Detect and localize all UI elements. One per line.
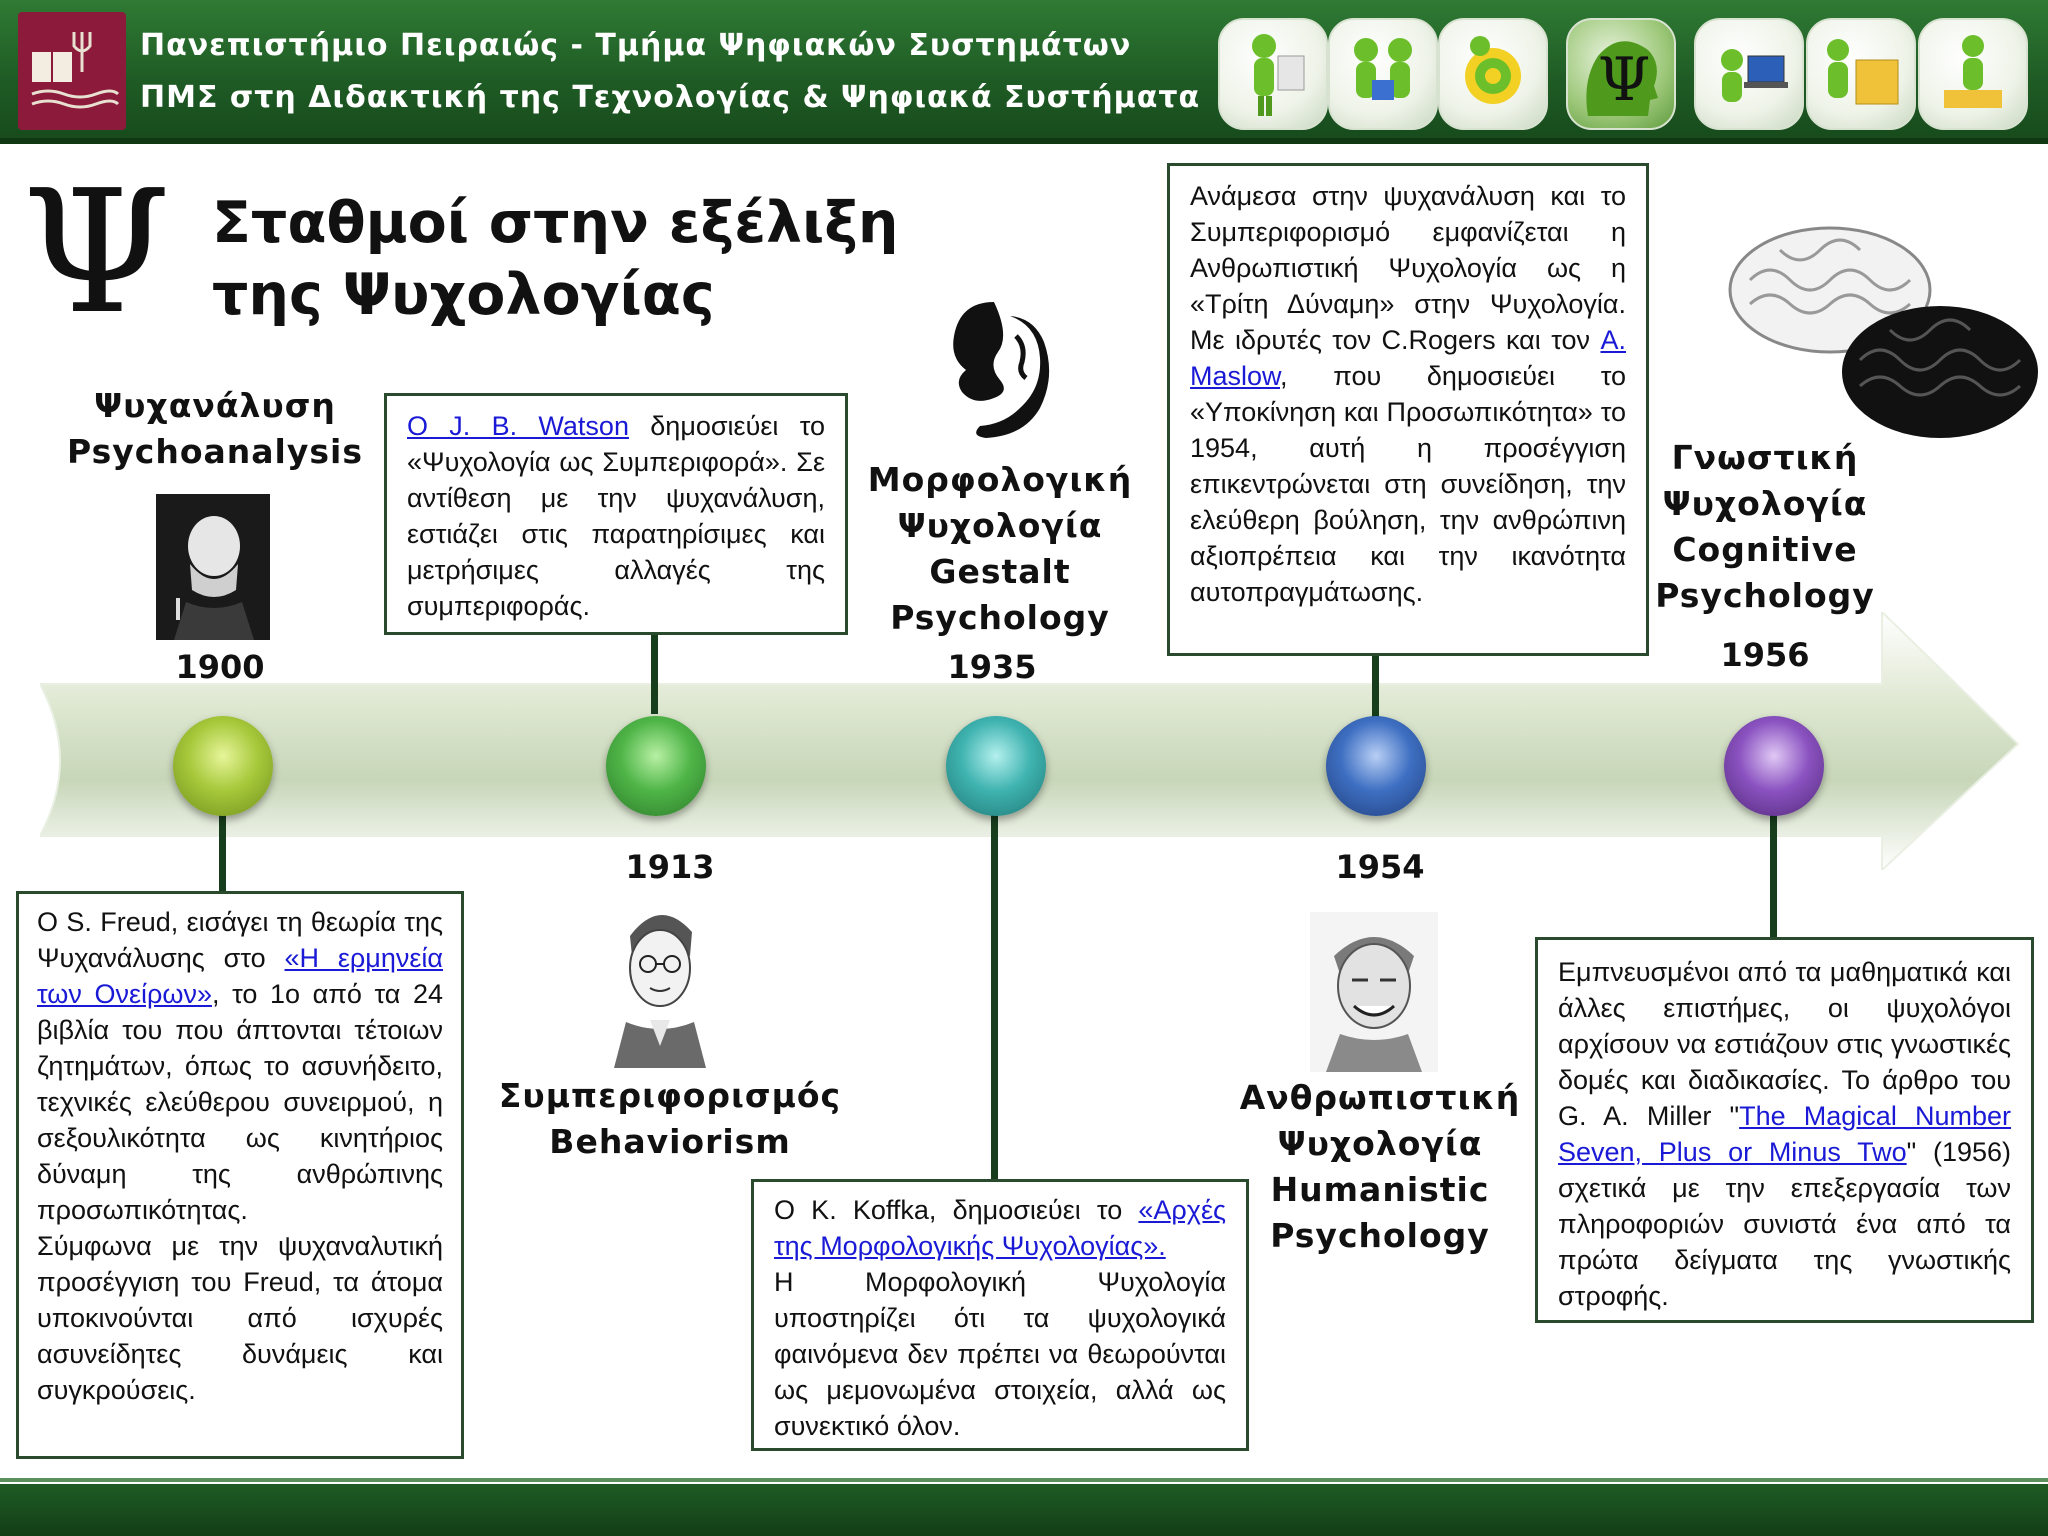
label-cognitive-english-1: Cognitive bbox=[1672, 530, 1858, 569]
stem-1954 bbox=[1372, 655, 1379, 717]
figure-folder-icon bbox=[1806, 18, 1916, 130]
maslow-link[interactable]: A. Maslow bbox=[1190, 325, 1626, 391]
stem-1935 bbox=[991, 810, 998, 1182]
label-gestalt-greek-1: Μορφολογική bbox=[867, 460, 1133, 499]
year-1935: 1935 bbox=[947, 648, 1037, 686]
figures-talking-icon bbox=[1328, 18, 1438, 130]
behaviorism-description bbox=[384, 393, 848, 635]
stem-1956 bbox=[1770, 810, 1777, 940]
psi-head-icon bbox=[1566, 18, 1676, 130]
rogers-portrait bbox=[1310, 912, 1438, 1072]
header-title-line1: Πανεπιστήμιο Πειραιώς - Τμήμα Ψηφιακών Συστημάτων bbox=[140, 28, 1132, 63]
label-cognitive-english-2: Psychology bbox=[1655, 576, 1875, 615]
gestalt-principles-link[interactable]: «Αρχές της Μορφολογικής Ψυχολογίας». bbox=[774, 1195, 1226, 1261]
label-cognitive-greek-1: Γνωστική bbox=[1671, 438, 1859, 477]
watson-portrait bbox=[600, 896, 720, 1068]
header-divider bbox=[0, 138, 2048, 144]
watson-link[interactable]: Ο J. B. Watson bbox=[407, 411, 629, 441]
cognitive-text-b: " (1956) σχετικά με την επεξεργασία των πληροφοριών συνιστά ένα από τα πρώτα δείγματα της γνωστικής στροφής. bbox=[1558, 1137, 2011, 1311]
year-1954: 1954 bbox=[1335, 848, 1425, 886]
miller-article-link[interactable]: The Magical Number Seven, Plus or Minus Two bbox=[1558, 1101, 2012, 1167]
label-psychoanalysis-greek: Ψυχανάλυση bbox=[94, 386, 336, 425]
brains-icon bbox=[1720, 220, 2040, 450]
label-behaviorism-greek: Συμπεριφορισμός bbox=[498, 1076, 842, 1115]
page-title-line1: Σταθμοί στην εξέλιξη bbox=[212, 190, 899, 256]
label-humanistic-english-2: Psychology bbox=[1270, 1216, 1490, 1255]
figure-puzzle-icon bbox=[1918, 18, 2028, 130]
humanistic-text-a: Ανάμεσα στην ψυχανάλυση και το Συμπεριφορισμό εμφανίζεται η Ανθρωπιστική Ψυχολογία ως η «Τρίτη Δύναμη» στην Ψυχολογία. Με ιδρυτές τον C.Rogers και τον bbox=[1190, 181, 1626, 355]
label-behaviorism-english: Behaviorism bbox=[549, 1122, 791, 1161]
psychoanalysis-text-c: Σύμφωνα με την ψυχαναλυτική προσέγγιση του Freud, τα άτομα υποκινούνται από ισχυρές ασυνείδητες δυνάμεις και συγκρούσεις. bbox=[37, 1231, 443, 1405]
year-1913: 1913 bbox=[625, 848, 715, 886]
gestalt-faces-icon bbox=[940, 296, 1056, 440]
psi-symbol: Ψ bbox=[22, 154, 172, 352]
timeline-node-1954 bbox=[1326, 716, 1426, 816]
cognitive-text-a: Εμπνευσμένοι από τα μαθηματικά και άλλες επιστήμες, οι ψυχολόγοι αρχίσουν να εστιάζουν στις γνωστικές δομές και διαδικασίες. Το άρθρο του G. A. Miller " bbox=[1558, 957, 2011, 1131]
gestalt-description bbox=[751, 1179, 1249, 1451]
year-1956: 1956 bbox=[1720, 636, 1810, 674]
label-humanistic-greek-1: Ανθρωπιστική bbox=[1239, 1078, 1521, 1117]
behaviorism-text: δημοσιεύει το «Ψυχολογία ως Συμπεριφορά». Σε αντίθεση με την ψυχανάλυση, εστιάζει στις παρατηρίσιμες και μετρήσιμες αλλαγές της συμπεριφοράς. bbox=[407, 411, 825, 621]
figure-target-icon bbox=[1438, 18, 1548, 130]
label-psychoanalysis-english: Psychoanalysis bbox=[67, 432, 363, 471]
year-1900: 1900 bbox=[175, 648, 265, 686]
cognitive-description bbox=[1535, 937, 2034, 1323]
psychoanalysis-text-b: , το 1ο από τα 24 βιβλία του που άπτονται τέτοιων ζητημάτων, όπως το ασυνήδειτο, τεχνικές ελεύθερου συνειρμού, η σεξουλικότητα ως κινητήριος δύναμη της ανθρώπινης προσωπικότητας. bbox=[37, 979, 443, 1225]
label-gestalt-english-2: Psychology bbox=[890, 598, 1110, 637]
stem-1913 bbox=[651, 632, 658, 714]
timeline-node-1900 bbox=[173, 716, 273, 816]
freud-portrait bbox=[156, 494, 270, 640]
figure-reading-icon bbox=[1218, 18, 1328, 130]
header-title-line2: ΠΜΣ στη Διδακτική της Τεχνολογίας & Ψηφιακά Συστήματα bbox=[140, 80, 1201, 115]
gestalt-text-b: Η Μορφολογική Ψυχολογία υποστηρίζει ότι τα ψυχολογικά φαινόμενα δεν πρέπει να θεωρούνται ως μεμονωμένα στοιχεία, αλλά ως συνεκτικό όλον. bbox=[774, 1267, 1226, 1441]
label-cognitive-greek-2: Ψυχολογία bbox=[1662, 484, 1868, 523]
humanistic-text-b: , που δημοσιεύει το «Υποκίνηση και Προσωπικότητα» το 1954, αυτή η προσέγγιση επικεντρώνεται στη συνείδηση, την ελεύθερη βούληση, την ανθρώπινη αξιοπρέπεια και την ικανότητα αυτοπραγμάτωσης. bbox=[1190, 361, 1626, 607]
timeline-node-1913 bbox=[606, 716, 706, 816]
timeline-node-1935 bbox=[946, 716, 1046, 816]
label-humanistic-english-1: Humanistic bbox=[1270, 1170, 1490, 1209]
footer-bar bbox=[0, 1484, 2048, 1536]
psi-glyph: Ψ bbox=[1597, 45, 1651, 115]
footer-divider bbox=[0, 1478, 2048, 1482]
page-title-line2: της Ψυχολογίας bbox=[212, 262, 715, 328]
gestalt-text-a: Ο K. Koffka, δημοσιεύει το bbox=[774, 1195, 1139, 1225]
timeline-node-1956 bbox=[1724, 716, 1824, 816]
psychoanalysis-description bbox=[16, 891, 464, 1459]
university-logo bbox=[18, 12, 126, 130]
figure-laptop-icon bbox=[1694, 18, 1804, 130]
humanistic-description bbox=[1167, 163, 1649, 656]
stem-1900 bbox=[219, 810, 226, 892]
label-gestalt-english-1: Gestalt bbox=[929, 552, 1071, 591]
dream-interpretation-link[interactable]: «Η ερμηνεία των Ονείρων» bbox=[37, 943, 443, 1009]
label-gestalt-greek-2: Ψυχολογία bbox=[897, 506, 1103, 545]
psychoanalysis-text-a: Ο S. Freud, εισάγει τη θεωρία της Ψυχανάλυσης στο bbox=[37, 907, 443, 973]
label-humanistic-greek-2: Ψυχολογία bbox=[1277, 1124, 1483, 1163]
